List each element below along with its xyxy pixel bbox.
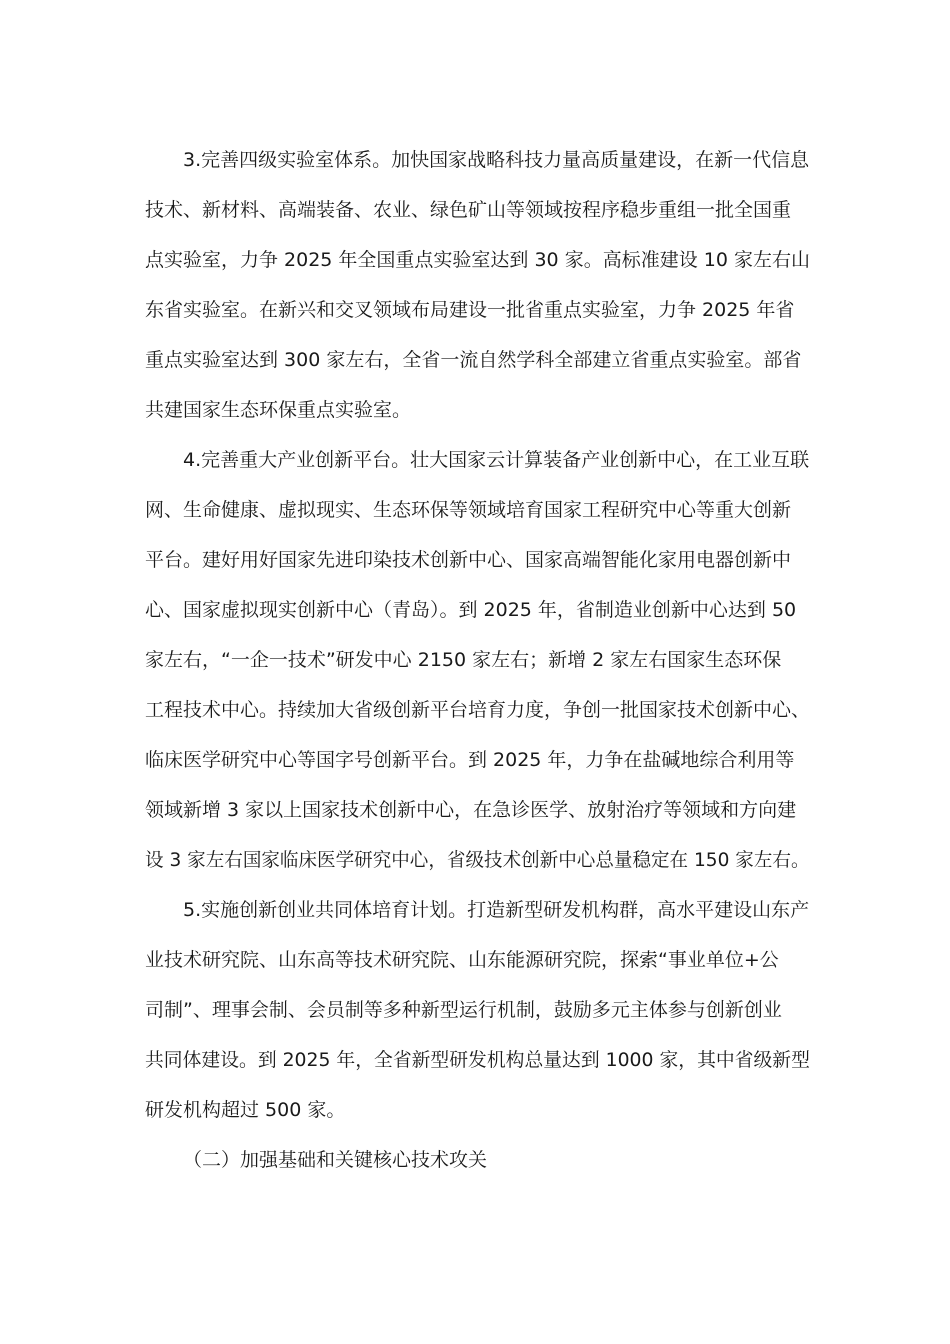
text-line: 工程技术中心。持续加大省级创新平台培育力度，争创一批国家技术创新中心、 bbox=[145, 699, 811, 721]
text-line: 业技术研究院、山东高等技术研究院、山东能源研究院，探索“事业单位+公 bbox=[145, 949, 779, 971]
text-line: 领域新增 3 家以上国家技术创新中心，在急诊医学、放射治疗等领域和方向建 bbox=[145, 799, 797, 821]
text-line: 家左右，“一企一技术”研发中心 2150 家左右；新增 2 家左右国家生态环保 bbox=[145, 649, 782, 671]
text-line: 设 3 家左右国家临床医学研究中心，省级技术创新中心总量稳定在 150 家左右。 bbox=[145, 849, 810, 871]
text-line: 重点实验室达到 300 家左右，全省一流自然学科全部建立省重点实验室。部省 bbox=[145, 349, 802, 371]
paragraph-innovation-community bbox=[145, 885, 810, 1135]
paragraph-industry-innovation-platform bbox=[145, 435, 810, 885]
section-heading bbox=[145, 1135, 810, 1185]
text-line: 共同体建设。到 2025 年，全省新型研发机构总量达到 1000 家，其中省级新型 bbox=[145, 1049, 810, 1071]
text-line: 研发机构超过 500 家。 bbox=[145, 1099, 346, 1121]
text-line: 5.实施创新创业共同体培育计划。打造新型研发机构群，高水平建设山东产 bbox=[183, 899, 810, 921]
text-line: 3.完善四级实验室体系。加快国家战略科技力量高质量建设，在新一代信息 bbox=[183, 149, 810, 171]
text-line: 东省实验室。在新兴和交叉领域布局建设一批省重点实验室，力争 2025 年省 bbox=[145, 299, 795, 321]
text-line: 技术、新材料、高端装备、农业、绿色矿山等领域按程序稳步重组一批全国重 bbox=[145, 199, 792, 221]
text-line: 司制”、理事会制、会员制等多种新型运行机制，鼓励多元主体参与创新创业 bbox=[145, 999, 782, 1021]
document-body bbox=[145, 135, 810, 1185]
text-line: 共建国家生态环保重点实验室。 bbox=[145, 399, 412, 421]
text-line: 平台。建好用好国家先进印染技术创新中心、国家高端智能化家用电器创新中 bbox=[145, 549, 792, 571]
heading-text: （二）加强基础和关键核心技术攻关 bbox=[183, 1149, 488, 1171]
text-line: 心、国家虚拟现实创新中心（青岛）。到 2025 年，省制造业创新中心达到 50 bbox=[145, 599, 797, 621]
text-line: 4.完善重大产业创新平台。壮大国家云计算装备产业创新中心，在工业互联 bbox=[183, 449, 810, 471]
paragraph-laboratory-system bbox=[145, 135, 810, 435]
text-line: 网、生命健康、虚拟现实、生态环保等领域培育国家工程研究中心等重大创新 bbox=[145, 499, 792, 521]
text-line: 临床医学研究中心等国字号创新平台。到 2025 年，力争在盐碱地综合利用等 bbox=[145, 749, 795, 771]
text-line: 点实验室，力争 2025 年全国重点实验室达到 30 家。高标准建设 10 家左右山 bbox=[145, 249, 810, 271]
